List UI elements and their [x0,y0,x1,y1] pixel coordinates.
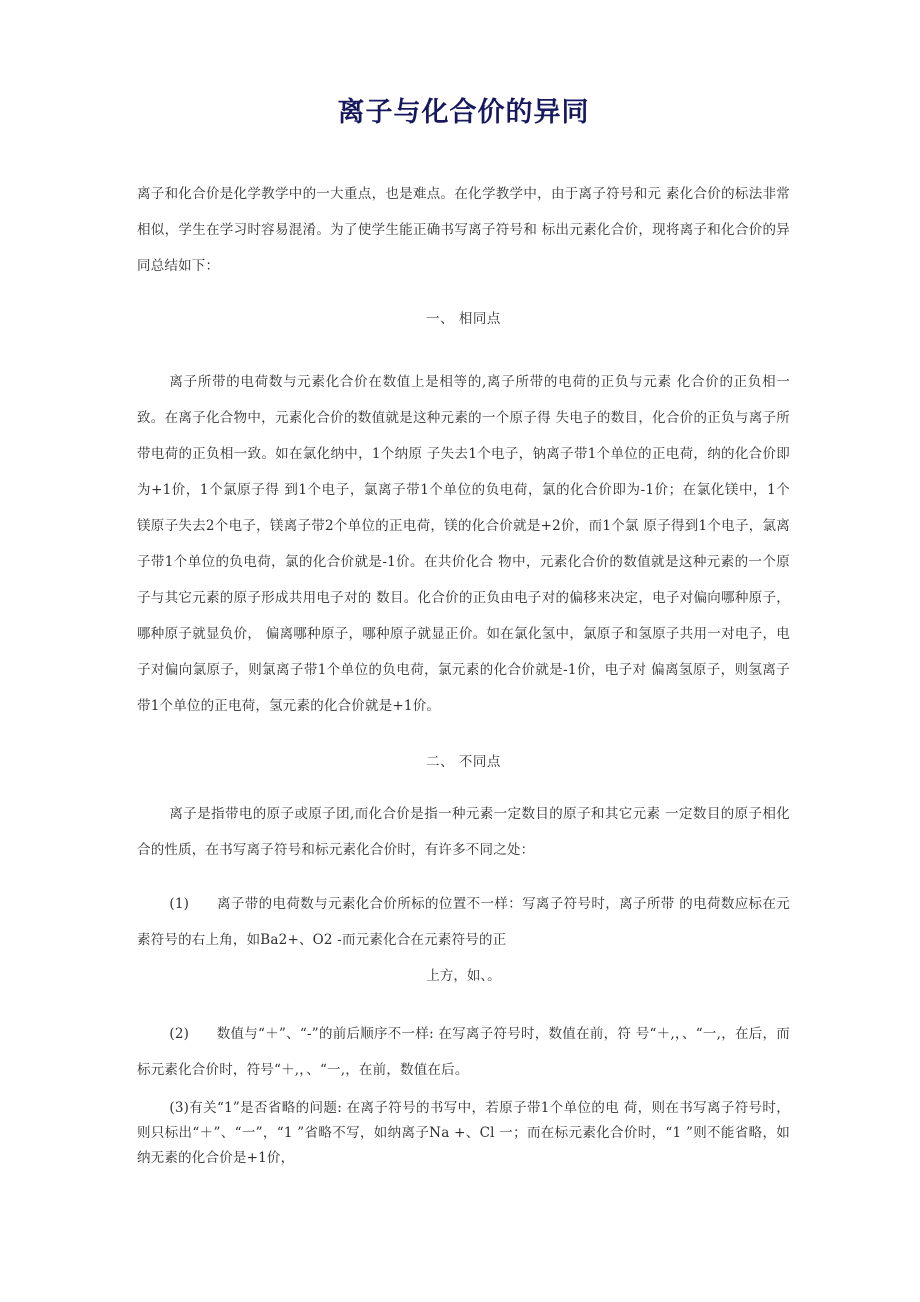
list-item-1-block [137,886,790,958]
list-item-3-marker: (3) [169,1100,190,1116]
list-item-1-continuation-block [137,958,790,994]
intro-block [137,176,790,284]
intro-paragraph: 离子和化合价是化学教学中的一大重点，也是难点。在化学教学中，由于离子符号和元 素化合价的标法非常相似，学生在学习时容易混淆。为了使学生能正确书写离子符号和 标出元素化合价，现将离子和化合价的异同总结如下： [137,186,790,274]
list-item-1-continuation: 上方，如、。 [426,968,501,984]
section-1-heading-block [137,301,790,337]
section-1-body-block [137,364,790,724]
list-item [137,1016,790,1088]
list-item-2-marker: (2) [169,1026,190,1042]
list-item-3-block [137,1096,790,1171]
section-2-heading-block [137,744,790,780]
section-2-body-block [137,796,790,868]
list-item-3-text: 有关“1”是否省略的问题: 在离子符号的书写中，若原子带1个单位的电 荷，则在书写离子符号时，则只标出“＋”、“一”，“1 ”省略不写，如纳离子Na +、Cl 一；而在标元素化合价时，“1 ”则不能省略，如纳无素的化合价是+1价， [137,1100,790,1166]
page-title: 离子与化合价的异同 [337,97,590,128]
list-item [137,1096,790,1171]
section-heading-different-points: 二、 不同点 [426,754,501,770]
section-2-paragraph: 离子是指带电的原子或原子团,而化合价是指一种元素一定数目的原子和其它元素 一定数目的原子相化合的性质，在书写离子符号和标元素化合价时，有许多不同之处： [137,806,790,858]
list-item-2-text: 数值与“＋”、“-”的前后顺序不一样: 在写离子符号时，数值在前，符 号“＋,，、“一,，在后，而标元素化合价时，符号“＋,，、“一,，在前，数值在后。 [137,1026,790,1078]
list-item [137,886,790,958]
section-heading-same-points: 一、 相同点 [426,311,501,327]
list-item-1-marker: (1) [169,896,190,912]
list-item-2-block [137,1016,790,1088]
section-1-paragraph: 离子所带的电荷数与元素化合价在数值上是相等的,离子所带的电荷的正负与元素 化合价的正负相一致。在离子化合物中，元素化合价的数值就是这种元素的一个原子得 失电子的数目，化合价的正负与离子所带电荷的正负相一致。如在氯化纳中，1个纳原 子失去1个电子，钠离子带1个单位的正电荷，纳的化合价即为+1价，1个氯原子得 到1个电子，氯离子带1个单位的负电荷，氯的化合价即为-1价；在氯化镁中，1个 镁原子失去2个电子，镁离子带2个单位的正电荷，镁的化合价就是+2价，而1个氯 原子得到1个电子，氯离子带1个单位的负电荷，氯的化合价就是-1价。在共价化合 物中，元素化合价的数值就是这种元素的一个原子与其它元素的原子形成共用电子对的 数目。化合价的正负由电子对的偏移来决定，电子对偏向哪种原子，哪种原子就显负价， 偏离哪种原子，哪种原子就显正价。如在氯化氢中，氯原子和氢原子共用一对电子，电 子对偏向氯原子，则氯离子带1个单位的负电荷，氯元素的化合价就是-1价，电子对 偏离氢原子，则氢离子带1个单位的正电荷，氢元素的化合价就是+1价。 [137,374,790,714]
list-item-1-text: 离子带的电荷数与元素化合价所标的位置不一样：写离子符号时，离子所带 的电荷数应标在元素符号的右上角，如Ba2+、O2 -而元素化合在元素符号的正 [137,896,790,948]
